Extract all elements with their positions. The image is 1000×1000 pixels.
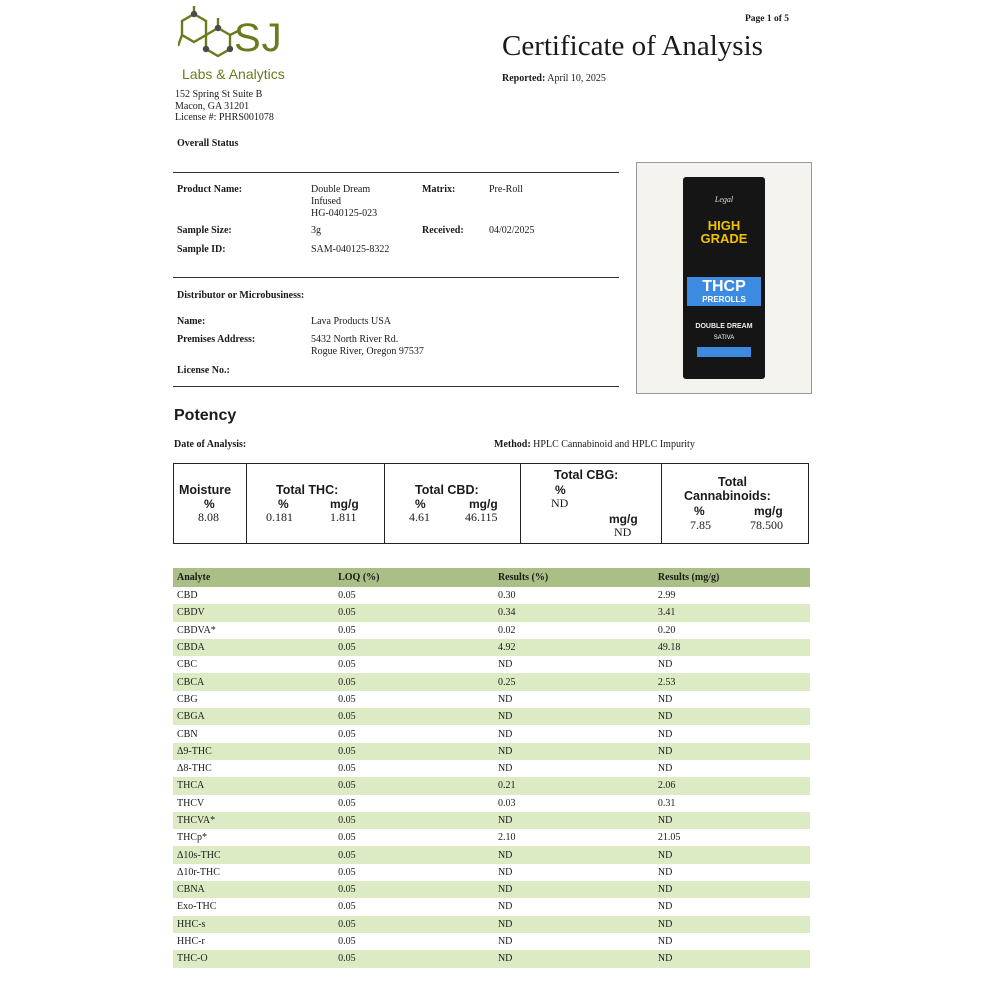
loq-cell: 0.05	[334, 881, 494, 898]
product-name-line3: HG-040125-023	[311, 208, 378, 219]
table-row	[173, 708, 810, 725]
product-name-line1: Double Dream	[311, 184, 371, 195]
column-header-loq: LOQ (%)	[334, 568, 494, 587]
tc-title-line1: Total	[718, 475, 747, 489]
reported-label: Reported:	[502, 73, 546, 84]
date-of-analysis-label: Date of Analysis:	[174, 439, 247, 450]
table-row	[173, 898, 810, 915]
result-mg-cell: ND	[654, 743, 810, 760]
distributor-name-label: Name:	[177, 316, 206, 327]
table-row	[173, 760, 810, 777]
analyte-cell: THCp*	[173, 829, 334, 846]
overall-status-label: Overall Status	[177, 138, 239, 149]
method-label: Method:	[494, 439, 531, 450]
result-mg-cell: 0.31	[654, 795, 810, 812]
loq-cell: 0.05	[334, 760, 494, 777]
sample-size-value: 3g	[311, 225, 321, 236]
sample-size-label: Sample Size:	[177, 225, 232, 236]
cbd-pct-value: 4.61	[409, 510, 430, 524]
result-mg-cell: ND	[654, 950, 810, 967]
premises-address-line2: Rogue River, Oregon 97537	[311, 346, 424, 357]
loq-cell: 0.05	[334, 691, 494, 708]
result-pct-cell: ND	[494, 725, 654, 742]
result-pct-cell: 0.25	[494, 673, 654, 690]
moisture-title: Moisture	[179, 483, 232, 497]
result-mg-cell: 49.18	[654, 639, 810, 656]
loq-cell: 0.05	[334, 812, 494, 829]
column-header-results-mg: Results (mg/g)	[654, 568, 810, 587]
table-row	[173, 846, 810, 863]
summary-total-cbg	[521, 464, 662, 543]
tc-title-line2: Cannabinoids:	[684, 489, 771, 503]
thc-pct-unit: %	[278, 497, 289, 511]
table-row	[173, 864, 810, 881]
result-pct-cell: ND	[494, 933, 654, 950]
cbd-mg-unit: mg/g	[469, 497, 498, 511]
table-row	[173, 587, 810, 604]
analyte-cell: THC-O	[173, 950, 334, 967]
table-row	[173, 604, 810, 621]
potency-heading: Potency	[174, 407, 237, 424]
analyte-cell: Δ8-THC	[173, 760, 334, 777]
thc-mg-unit: mg/g	[330, 497, 359, 511]
sample-id-label: Sample ID:	[177, 244, 226, 255]
lab-logo	[178, 6, 308, 82]
page-title: Certificate of Analysis	[502, 30, 763, 62]
result-mg-cell: ND	[654, 725, 810, 742]
method	[494, 439, 695, 450]
result-pct-cell: ND	[494, 950, 654, 967]
loq-cell: 0.05	[334, 829, 494, 846]
result-mg-cell: ND	[654, 881, 810, 898]
thc-title: Total THC:	[276, 483, 339, 497]
lab-address-line2: Macon, GA 31201	[175, 101, 250, 112]
table-row	[173, 881, 810, 898]
product-name-line2: Infused	[311, 196, 341, 207]
cbg-mg-unit: mg/g	[609, 512, 638, 526]
reported-date	[502, 73, 606, 84]
table-row	[173, 656, 810, 673]
table-row	[173, 950, 810, 967]
result-pct-cell: 2.10	[494, 829, 654, 846]
summary-total-cbd	[385, 464, 521, 543]
package-brand: Legal	[714, 195, 734, 204]
column-header-analyte: Analyte	[173, 568, 334, 587]
loq-cell: 0.05	[334, 795, 494, 812]
result-pct-cell: ND	[494, 812, 654, 829]
table-row	[173, 916, 810, 933]
lab-license: License #: PHRS001078	[175, 112, 274, 123]
result-mg-cell: ND	[654, 760, 810, 777]
analyte-cell: CBNA	[173, 881, 334, 898]
analyte-cell: CBN	[173, 725, 334, 742]
matrix-value: Pre-Roll	[489, 184, 523, 195]
lab-address-line1: 152 Spring St Suite B	[175, 89, 263, 100]
analyte-cell: CBD	[173, 587, 334, 604]
result-pct-cell: ND	[494, 743, 654, 760]
result-mg-cell: 2.99	[654, 587, 810, 604]
summary-moisture	[174, 464, 247, 543]
result-mg-cell: ND	[654, 691, 810, 708]
result-mg-cell: ND	[654, 916, 810, 933]
result-mg-cell: 2.53	[654, 673, 810, 690]
moisture-unit: %	[204, 497, 215, 511]
table-row	[173, 777, 810, 794]
table-row	[173, 639, 810, 656]
analyte-cell: Δ9-THC	[173, 743, 334, 760]
summary-total-thc	[247, 464, 385, 543]
table-row	[173, 743, 810, 760]
cbg-pct-value: ND	[551, 496, 569, 510]
tc-mg-unit: mg/g	[754, 504, 783, 518]
result-mg-cell: 21.05	[654, 829, 810, 846]
table-row	[173, 691, 810, 708]
result-pct-cell: 0.03	[494, 795, 654, 812]
page-number: Page 1 of 5	[745, 14, 790, 24]
table-row	[173, 725, 810, 742]
result-mg-cell: ND	[654, 656, 810, 673]
table-row	[173, 812, 810, 829]
loq-cell: 0.05	[334, 950, 494, 967]
loq-cell: 0.05	[334, 725, 494, 742]
result-pct-cell: 0.21	[494, 777, 654, 794]
product-name-label: Product Name:	[177, 184, 243, 195]
table-body	[173, 587, 810, 968]
loq-cell: 0.05	[334, 864, 494, 881]
result-pct-cell: ND	[494, 916, 654, 933]
tc-pct-value: 7.85	[690, 518, 711, 532]
analyte-cell: CBCA	[173, 673, 334, 690]
cbd-title: Total CBD:	[415, 483, 479, 497]
table-row	[173, 795, 810, 812]
table-header-row	[173, 568, 810, 587]
analyte-cell: THCVA*	[173, 812, 334, 829]
lab-name: Labs & Analytics	[182, 66, 285, 82]
premises-address-line1: 5432 North River Rd.	[311, 334, 399, 345]
analyte-cell: CBC	[173, 656, 334, 673]
thc-pct-value: 0.181	[266, 510, 293, 524]
loq-cell: 0.05	[334, 916, 494, 933]
cbg-title: Total CBG:	[554, 468, 619, 482]
distributor-heading: Distributor or Microbusiness:	[177, 290, 305, 301]
received-value: 04/02/2025	[489, 225, 535, 236]
thc-mg-value: 1.811	[330, 510, 357, 524]
result-pct-cell: 0.02	[494, 622, 654, 639]
loq-cell: 0.05	[334, 673, 494, 690]
loq-cell: 0.05	[334, 933, 494, 950]
cbg-pct-unit: %	[555, 483, 566, 497]
divider	[173, 386, 619, 387]
sample-id-value: SAM-040125-8322	[311, 244, 390, 255]
loq-cell: 0.05	[334, 743, 494, 760]
received-label: Received:	[422, 225, 464, 236]
package-grade: HIGH GRADE	[700, 218, 748, 246]
loq-cell: 0.05	[334, 777, 494, 794]
result-pct-cell: ND	[494, 656, 654, 673]
divider	[173, 277, 619, 278]
cannabinoid-results-table	[173, 568, 810, 968]
analyte-cell: HHC-s	[173, 916, 334, 933]
loq-cell: 0.05	[334, 898, 494, 915]
package-strain: DOUBLE DREAM	[695, 323, 753, 330]
matrix-label: Matrix:	[422, 184, 456, 195]
analyte-cell: Δ10r-THC	[173, 864, 334, 881]
analyte-cell: HHC-r	[173, 933, 334, 950]
cbd-mg-value: 46.115	[465, 510, 498, 524]
result-pct-cell: ND	[494, 898, 654, 915]
cbd-pct-unit: %	[415, 497, 426, 511]
result-mg-cell: ND	[654, 708, 810, 725]
analyte-cell: Exo-THC	[173, 898, 334, 915]
result-mg-cell: 0.20	[654, 622, 810, 639]
loq-cell: 0.05	[334, 604, 494, 621]
table-row	[173, 622, 810, 639]
result-pct-cell: ND	[494, 846, 654, 863]
result-pct-cell: ND	[494, 708, 654, 725]
analyte-cell: CBDV	[173, 604, 334, 621]
result-mg-cell: ND	[654, 846, 810, 863]
moisture-value: 8.08	[198, 510, 219, 524]
result-pct-cell: 0.30	[494, 587, 654, 604]
result-pct-cell: ND	[494, 760, 654, 777]
loq-cell: 0.05	[334, 639, 494, 656]
logo-letters: SJ	[234, 16, 283, 60]
tc-pct-unit: %	[694, 504, 705, 518]
loq-cell: 0.05	[334, 656, 494, 673]
result-pct-cell: ND	[494, 881, 654, 898]
product-photo	[636, 162, 812, 394]
package-badge	[697, 347, 751, 357]
premises-address-label: Premises Address:	[177, 334, 256, 345]
distributor-name-value: Lava Products USA	[311, 316, 391, 327]
divider	[173, 172, 619, 173]
analyte-cell: CBDA	[173, 639, 334, 656]
loq-cell: 0.05	[334, 708, 494, 725]
result-pct-cell: ND	[494, 691, 654, 708]
summary-total-cannabinoids	[662, 464, 808, 543]
result-pct-cell: 4.92	[494, 639, 654, 656]
result-pct-cell: ND	[494, 864, 654, 881]
product-package	[683, 177, 765, 379]
package-thcp-label: THCP PREROLLS	[687, 277, 761, 306]
result-mg-cell: ND	[654, 933, 810, 950]
reported-value: April 10, 2025	[547, 73, 606, 84]
potency-summary	[173, 463, 809, 544]
analyte-cell: THCV	[173, 795, 334, 812]
license-no-label: License No.:	[177, 365, 230, 376]
column-header-results-pct: Results (%)	[494, 568, 654, 587]
analyte-cell: CBGA	[173, 708, 334, 725]
table-row	[173, 933, 810, 950]
table-row	[173, 829, 810, 846]
loq-cell: 0.05	[334, 587, 494, 604]
result-mg-cell: ND	[654, 898, 810, 915]
method-value: HPLC Cannabinoid and HPLC Impurity	[533, 439, 695, 450]
analyte-cell: Δ10s-THC	[173, 846, 334, 863]
result-pct-cell: 0.34	[494, 604, 654, 621]
table-row	[173, 673, 810, 690]
analyte-cell: CBG	[173, 691, 334, 708]
loq-cell: 0.05	[334, 622, 494, 639]
analyte-cell: THCA	[173, 777, 334, 794]
loq-cell: 0.05	[334, 846, 494, 863]
package-type: SATIVA	[713, 335, 735, 341]
tc-mg-value: 78.500	[750, 518, 783, 532]
result-mg-cell: ND	[654, 812, 810, 829]
result-mg-cell: 3.41	[654, 604, 810, 621]
result-mg-cell: 2.06	[654, 777, 810, 794]
cbg-mg-value: ND	[614, 525, 632, 539]
result-mg-cell: ND	[654, 864, 810, 881]
analyte-cell: CBDVA*	[173, 622, 334, 639]
